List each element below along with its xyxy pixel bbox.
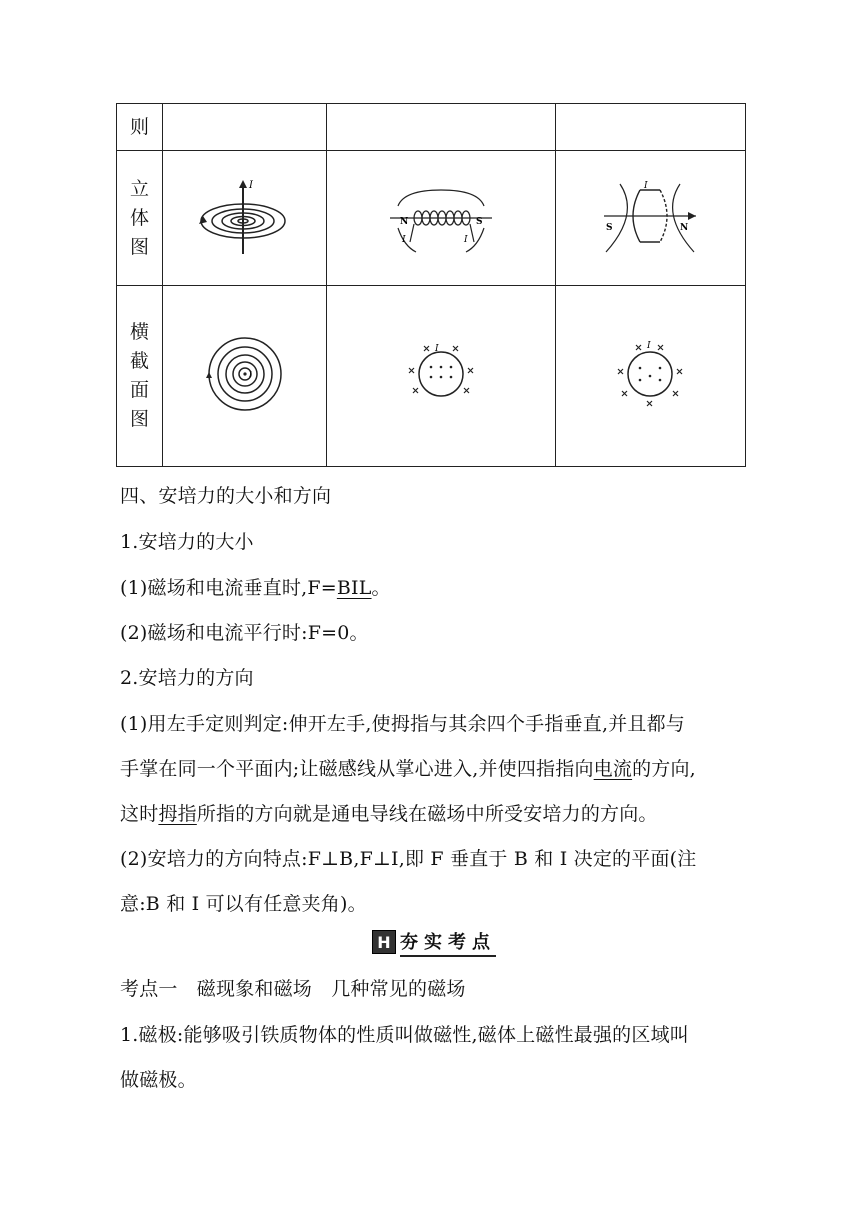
north-pole-label: N — [680, 223, 689, 233]
current-label: I — [644, 181, 648, 191]
banner-title: 夯实考点 — [400, 928, 496, 957]
straight-wire-cross-section-diagram — [205, 334, 285, 414]
current-label: I — [434, 344, 439, 354]
item-perpendicular-case: (1)磁场和电流垂直时,F=BIL。 — [120, 577, 391, 599]
kaodian-heading: 考点一 磁现象和磁场 几种常见的磁场 — [120, 978, 466, 1000]
current-label: I — [463, 235, 468, 245]
row-label-3d: 立 体 图 — [117, 151, 163, 286]
banner-h-icon: H — [372, 930, 396, 954]
current-label: I — [248, 180, 253, 191]
answer-thumb: 拇指 — [158, 803, 197, 825]
south-pole-label: S — [606, 223, 613, 233]
left-hand-rule-line-3: 这时拇指所指的方向就是通电导线在磁场中所受安培力的方向。 — [120, 803, 658, 825]
solenoid-3d-diagram — [386, 176, 496, 256]
direction-feature-line-2: 意:B 和 I 可以有任意夹角)。 — [120, 893, 367, 915]
table-row — [117, 104, 746, 151]
magnetic-field-figure-table — [116, 103, 746, 467]
table-row — [117, 151, 746, 286]
left-hand-rule-line-2: 手掌在同一个平面内;让磁感线从掌心进入,并使四指指向电流的方向, — [120, 758, 696, 780]
north-pole-label: N — [399, 217, 409, 227]
magnetic-pole-line-2: 做磁极。 — [120, 1069, 197, 1091]
row-label-rule: 则 — [117, 104, 163, 151]
current-loop-3d-diagram — [600, 176, 700, 256]
south-pole-label: S — [475, 217, 483, 227]
section-heading-ampere-force: 四、安培力的大小和方向 — [120, 485, 332, 507]
solenoid-cross-section-diagram — [401, 339, 481, 409]
straight-wire-3d-diagram — [195, 176, 295, 256]
current-label: I — [248, 371, 252, 379]
direction-feature-line-1: (2)安培力的方向特点:F⊥B,F⊥I,即 F 垂直于 B 和 I 决定的平面(注 — [120, 848, 697, 870]
magnetic-pole-line-1: 1.磁极:能够吸引铁质物体的性质叫做磁性,磁体上磁性最强的区域叫 — [120, 1024, 689, 1046]
item-parallel-case: (2)磁场和电流平行时:F=0。 — [120, 622, 369, 644]
current-loop-cross-section-diagram — [610, 336, 690, 412]
item-force-direction: 2.安培力的方向 — [120, 667, 254, 689]
answer-bil: BIL — [336, 577, 372, 599]
current-label: I — [401, 235, 406, 245]
table-row — [117, 286, 746, 467]
row-label-cross-section: 横 截 面 图 — [117, 286, 163, 467]
left-hand-rule-line-1: (1)用左手定则判定:伸开左手,使拇指与其余四个手指垂直,并且都与 — [120, 713, 685, 735]
current-label: I — [647, 341, 651, 351]
item-force-magnitude: 1.安培力的大小 — [120, 531, 254, 553]
answer-current: 电流 — [593, 758, 633, 780]
section-banner — [372, 929, 496, 955]
